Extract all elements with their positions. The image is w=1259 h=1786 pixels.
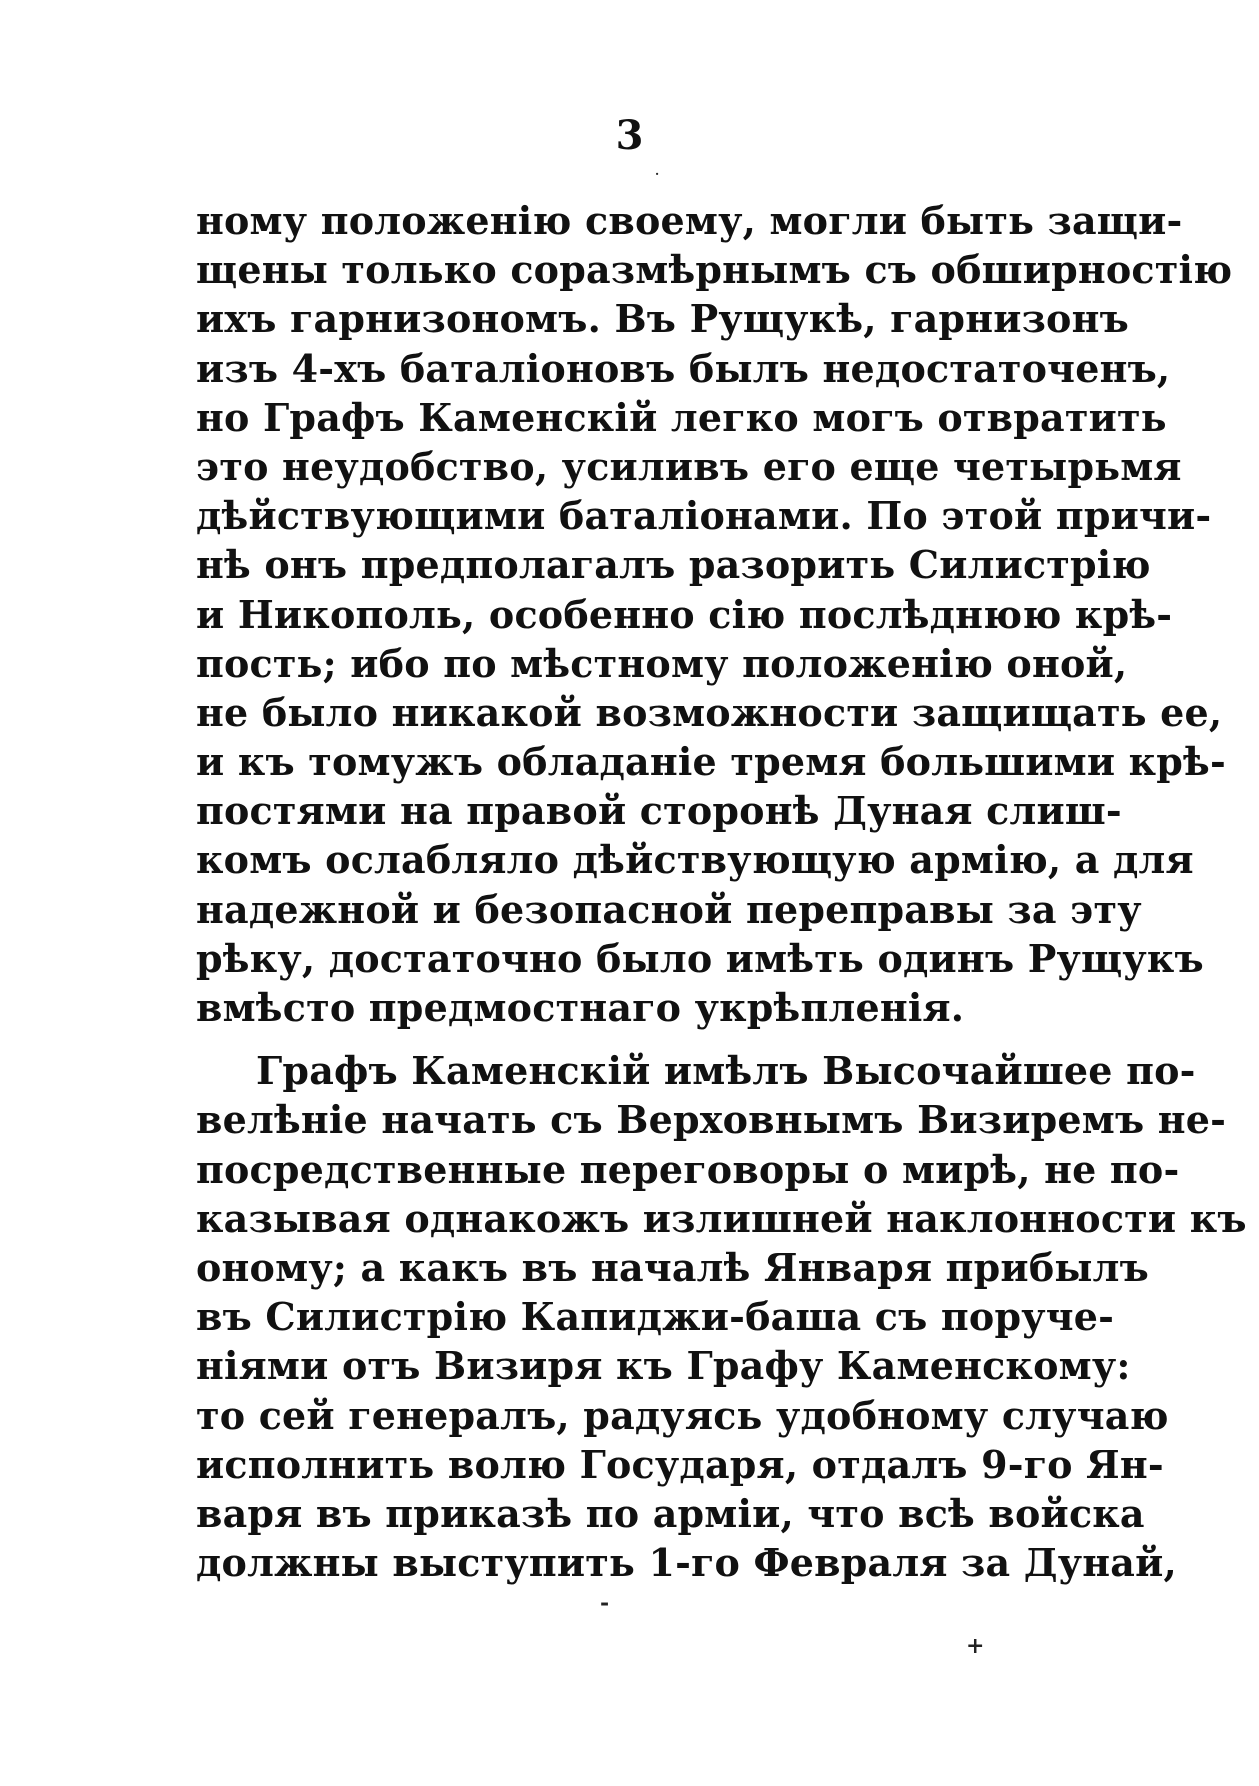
text-line: въ Силистрію Капиджи-баша съ поруче-	[196, 1294, 1115, 1340]
text-line: должны выступить 1-го Февраля за Дунай,	[196, 1540, 1177, 1586]
text-line: Графъ Каменскій имѣлъ Высочайшее по-	[256, 1048, 1196, 1094]
text-line: посредственные переговоры о мирѣ, не по-	[196, 1146, 1180, 1192]
text-line: изъ 4-хъ баталіоновъ былъ недостаточенъ,	[196, 345, 1171, 391]
ink-speck: .	[655, 164, 660, 178]
body-text	[196, 196, 1247, 1587]
text-line: надежной и безопасной переправы за эту	[196, 886, 1142, 932]
text-line: и Никополь, особенно сію послѣднюю крѣ-	[196, 591, 1173, 637]
text-line: варя въ приказѣ по арміи, что всѣ войска	[196, 1490, 1145, 1536]
text-line: ному положенію своему, могли быть защи-	[196, 198, 1183, 243]
text-line: велѣніе начать съ Верховнымъ Визиремъ не-	[196, 1097, 1227, 1143]
text-line: исполнить волю Государя, отдалъ 9-го Ян-	[196, 1441, 1164, 1487]
text-line: постями на правой сторонѣ Дуная слиш-	[196, 788, 1122, 834]
text-line: вмѣсто предмостнаго укрѣпленія.	[196, 985, 965, 1030]
text-line: рѣку, достаточно было имѣть одинъ Рущукъ	[196, 935, 1204, 981]
ink-speck: +	[966, 1633, 985, 1659]
paragraph-1	[196, 196, 1233, 1032]
text-line: и къ томужъ обладаніе тремя большими крѣ-	[196, 739, 1226, 785]
page-number: 3	[615, 112, 644, 159]
text-line: ихъ гарнизономъ. Въ Рущукѣ, гарнизонъ	[196, 296, 1129, 342]
text-line: оному; а какъ въ началѣ Января прибылъ	[196, 1244, 1149, 1290]
text-line: не было никакой возможности защищать ее,	[196, 689, 1223, 735]
text-line: пость; ибо по мѣстному положенію оной,	[196, 640, 1128, 686]
text-line: то сей генералъ, радуясь удобному случаю	[196, 1392, 1169, 1438]
paragraph-2	[196, 1046, 1247, 1587]
text-line: комъ ослабляло дѣйствующую армію, а для	[196, 837, 1194, 883]
text-line: щены только соразмѣрнымъ съ обширностію	[196, 247, 1233, 293]
text-line: нѣ онъ предполагалъ разорить Силистрію	[196, 542, 1151, 588]
ink-speck: -	[600, 1590, 610, 1616]
text-line: но Графъ Каменскій легко могъ отвратить	[196, 394, 1167, 440]
text-line: это неудобство, усиливъ его еще четырьмя	[196, 443, 1182, 489]
paragraph-spacer	[196, 1032, 1062, 1046]
text-line: ніями отъ Визиря къ Графу Каменскому:	[196, 1343, 1131, 1389]
text-line: казывая однакожъ излишней наклонности къ	[196, 1195, 1247, 1241]
text-line: дѣйствующими баталіонами. По этой причи-	[196, 493, 1212, 539]
